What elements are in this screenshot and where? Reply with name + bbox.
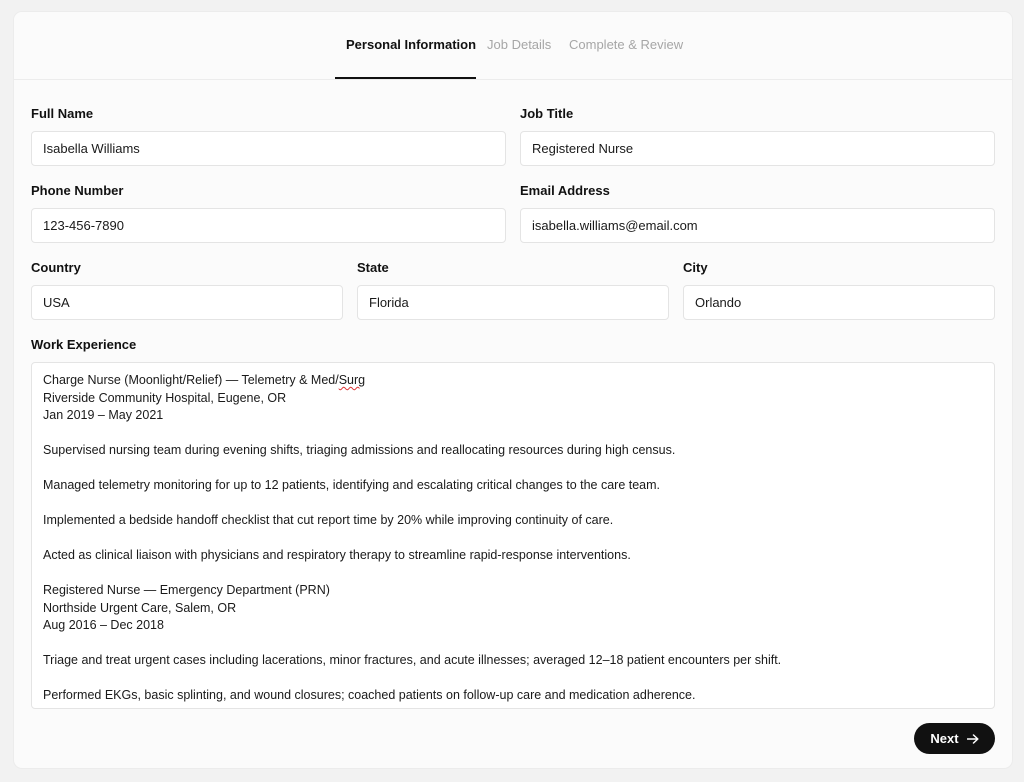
email-address-label: Email Address xyxy=(520,183,610,198)
work-experience-line xyxy=(43,425,983,443)
state-label: State xyxy=(357,260,389,275)
next-button[interactable]: Next xyxy=(914,723,995,754)
country-input[interactable]: USA xyxy=(31,285,343,320)
tab-complete-review[interactable]: Complete & Review xyxy=(569,37,684,52)
work-experience-line: Northside Urgent Care, Salem, OR xyxy=(43,600,237,615)
work-experience-line: Performed EKGs, basic splinting, and wound closures; coached patients on follow-up care and medication adherence. xyxy=(43,688,696,702)
full-name-label: Full Name xyxy=(31,106,94,121)
step-tabs xyxy=(14,12,1012,80)
work-experience-line: Aug 2016 – Dec 2018 xyxy=(43,618,164,632)
work-experience-line: Riverside Community Hospital, Eugene, OR xyxy=(43,390,287,405)
state-input[interactable]: Florida xyxy=(357,285,669,320)
tab-personal-information[interactable]: Personal Information xyxy=(346,37,477,52)
work-experience-line xyxy=(43,530,983,548)
country-label: Country xyxy=(31,260,81,275)
work-experience-label: Work Experience xyxy=(31,337,137,352)
full-name-input[interactable]: Isabella Williams xyxy=(31,131,506,166)
work-experience-line xyxy=(43,670,983,688)
city-input[interactable]: Orlando xyxy=(683,285,995,320)
email-address-input[interactable]: isabella.williams@email.com xyxy=(520,208,995,243)
work-experience-line: Acted as clinical liaison with physicians and respiratory therapy to streamline rapid-response interventions. xyxy=(43,548,631,562)
work-experience-line: Charge Nurse (Moonlight/Relief) — Telemetry & Med/Surg xyxy=(43,373,366,387)
work-experience-line: Triage and treat urgent cases including lacerations, minor fractures, and acute illnesses; averaged 12–18 patient encounters per shift. xyxy=(43,653,782,667)
work-experience-line: Registered Nurse — Emergency Department (PRN) xyxy=(43,583,330,597)
work-experience-line: Implemented a bedside handoff checklist that cut report time by 20% while improving continuity of care. xyxy=(43,513,614,527)
city-label: City xyxy=(683,260,708,275)
work-experience-line: Jan 2019 – May 2021 xyxy=(43,408,164,422)
work-experience-line xyxy=(43,495,983,513)
phone-number-input[interactable]: 123-456-7890 xyxy=(31,208,506,243)
job-title-input[interactable]: Registered Nurse xyxy=(520,131,995,166)
work-experience-line: Managed telemetry monitoring for up to 12 patients, identifying and escalating critical changes to the care team. xyxy=(43,478,661,492)
spellcheck-underline: Surg xyxy=(338,373,366,387)
phone-number-label: Phone Number xyxy=(31,183,124,198)
arrow-right-icon xyxy=(967,734,979,744)
work-experience-line xyxy=(43,635,983,653)
work-experience-line xyxy=(43,460,983,478)
active-tab-indicator xyxy=(335,77,476,79)
tab-job-details[interactable]: Job Details xyxy=(487,37,552,52)
work-experience-line: Supervised nursing team during evening shifts, triaging admissions and reallocating resources during high census. xyxy=(43,443,676,457)
form-card xyxy=(14,12,1012,768)
work-experience-line xyxy=(43,565,983,583)
job-title-label: Job Title xyxy=(520,106,574,121)
work-experience-textarea[interactable] xyxy=(31,362,995,709)
